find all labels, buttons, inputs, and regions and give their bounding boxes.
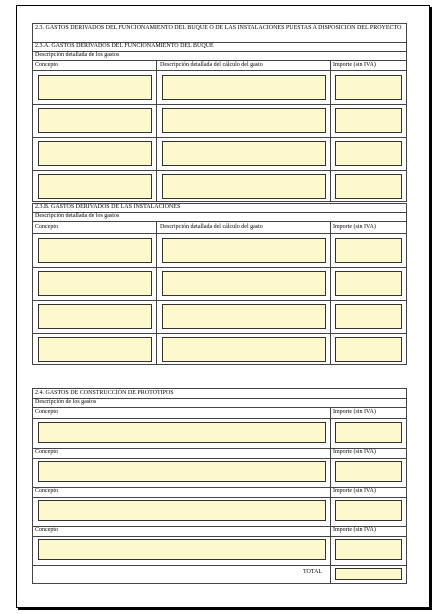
section-2-3b bbox=[32, 203, 407, 365]
row-divider bbox=[33, 104, 406, 105]
row-divider bbox=[33, 458, 406, 459]
concepto-input[interactable] bbox=[38, 500, 326, 521]
importe-input[interactable] bbox=[335, 304, 402, 329]
column-header-concepto: Concepto bbox=[35, 527, 58, 533]
importe-input[interactable] bbox=[335, 539, 402, 560]
importe-input[interactable] bbox=[335, 461, 402, 482]
row-divider bbox=[33, 333, 406, 334]
descripcion-input[interactable] bbox=[162, 75, 326, 100]
row-divider bbox=[33, 300, 406, 301]
section-2-3 bbox=[32, 23, 407, 202]
column-header-concepto: Concepto bbox=[35, 409, 58, 415]
importe-input[interactable] bbox=[335, 337, 402, 362]
concepto-input[interactable] bbox=[38, 337, 152, 362]
concepto-input[interactable] bbox=[38, 75, 152, 100]
importe-input[interactable] bbox=[335, 422, 402, 443]
section-2-4-title: 2.4. GASTOS DE CONSTRUCCIÓN DE PROTOTIPOS bbox=[33, 389, 406, 399]
section-2-3a-title: 2.3.A. GASTOS DERIVADOS DEL FUNCIONAMIENTO DEL BUQUE bbox=[33, 43, 406, 52]
importe-input[interactable] bbox=[335, 500, 402, 521]
concepto-input[interactable] bbox=[38, 141, 152, 166]
section-2-3b-subtitle: Descripción detallada de los gastos bbox=[33, 213, 406, 222]
descripcion-input[interactable] bbox=[162, 271, 326, 296]
concepto-input[interactable] bbox=[38, 539, 326, 560]
section-2-3b-title: 2.3.B. GASTOS DERIVADOS DE LAS INSTALACIONES bbox=[33, 204, 406, 213]
concepto-input[interactable] bbox=[38, 461, 326, 482]
column-divider bbox=[156, 61, 157, 201]
row-divider bbox=[33, 267, 406, 268]
column-header-importe: Importe (sin IVA) bbox=[333, 62, 376, 68]
total-input[interactable] bbox=[335, 568, 402, 580]
column-header-concepto: Concepto bbox=[35, 224, 58, 230]
column-header-descripcion: Descripción detallada del cálculo del gasto bbox=[160, 224, 263, 230]
column-divider bbox=[330, 408, 331, 583]
column-header-concepto: Concepto bbox=[35, 62, 58, 68]
importe-input[interactable] bbox=[335, 141, 402, 166]
section-2-4-subtitle: Descripción de los gastos bbox=[33, 399, 406, 408]
concepto-input[interactable] bbox=[38, 174, 152, 199]
column-header-importe: Importe (sin IVA) bbox=[333, 409, 376, 415]
importe-input[interactable] bbox=[335, 238, 402, 263]
descripcion-input[interactable] bbox=[162, 141, 326, 166]
total-label: TOTAL bbox=[303, 569, 323, 575]
concepto-input[interactable] bbox=[38, 304, 152, 329]
importe-input[interactable] bbox=[335, 174, 402, 199]
descripcion-input[interactable] bbox=[162, 304, 326, 329]
section-2-4 bbox=[32, 388, 407, 584]
row-divider bbox=[33, 137, 406, 138]
section-2-3-title: 2.3. GASTOS DERIVADOS DEL FUNCIONAMIENTO DEL BUQUE O DE LAS INSTALACIONES PUESTAS A DISPOSICIÓN DEL PROYECTO bbox=[33, 24, 406, 43]
column-divider bbox=[156, 222, 157, 364]
row-divider bbox=[33, 565, 406, 566]
importe-input[interactable] bbox=[335, 108, 402, 133]
column-header-importe: Importe (sin IVA) bbox=[333, 224, 376, 230]
column-header-importe: Importe (sin IVA) bbox=[333, 488, 376, 494]
concepto-input[interactable] bbox=[38, 108, 152, 133]
row-divider bbox=[33, 536, 406, 537]
descripcion-input[interactable] bbox=[162, 337, 326, 362]
section-2-3a-subtitle: Descripción detallada de los gastos bbox=[33, 52, 406, 61]
descripcion-input[interactable] bbox=[162, 108, 326, 133]
importe-input[interactable] bbox=[335, 271, 402, 296]
concepto-input[interactable] bbox=[38, 422, 326, 443]
column-header-concepto: Concepto bbox=[35, 488, 58, 494]
row-divider bbox=[33, 497, 406, 498]
concepto-input[interactable] bbox=[38, 271, 152, 296]
row-divider bbox=[33, 170, 406, 171]
descripcion-input[interactable] bbox=[162, 238, 326, 263]
column-header-importe: Importe (sin IVA) bbox=[333, 449, 376, 455]
column-header-descripcion: Descripción detallada del cálculo del gasto bbox=[160, 62, 263, 68]
column-divider bbox=[330, 222, 331, 364]
column-header-concepto: Concepto bbox=[35, 449, 58, 455]
concepto-input[interactable] bbox=[38, 238, 152, 263]
column-header-importe: Importe (sin IVA) bbox=[333, 527, 376, 533]
importe-input[interactable] bbox=[335, 75, 402, 100]
descripcion-input[interactable] bbox=[162, 174, 326, 199]
column-divider bbox=[330, 61, 331, 201]
row-divider bbox=[33, 418, 406, 419]
